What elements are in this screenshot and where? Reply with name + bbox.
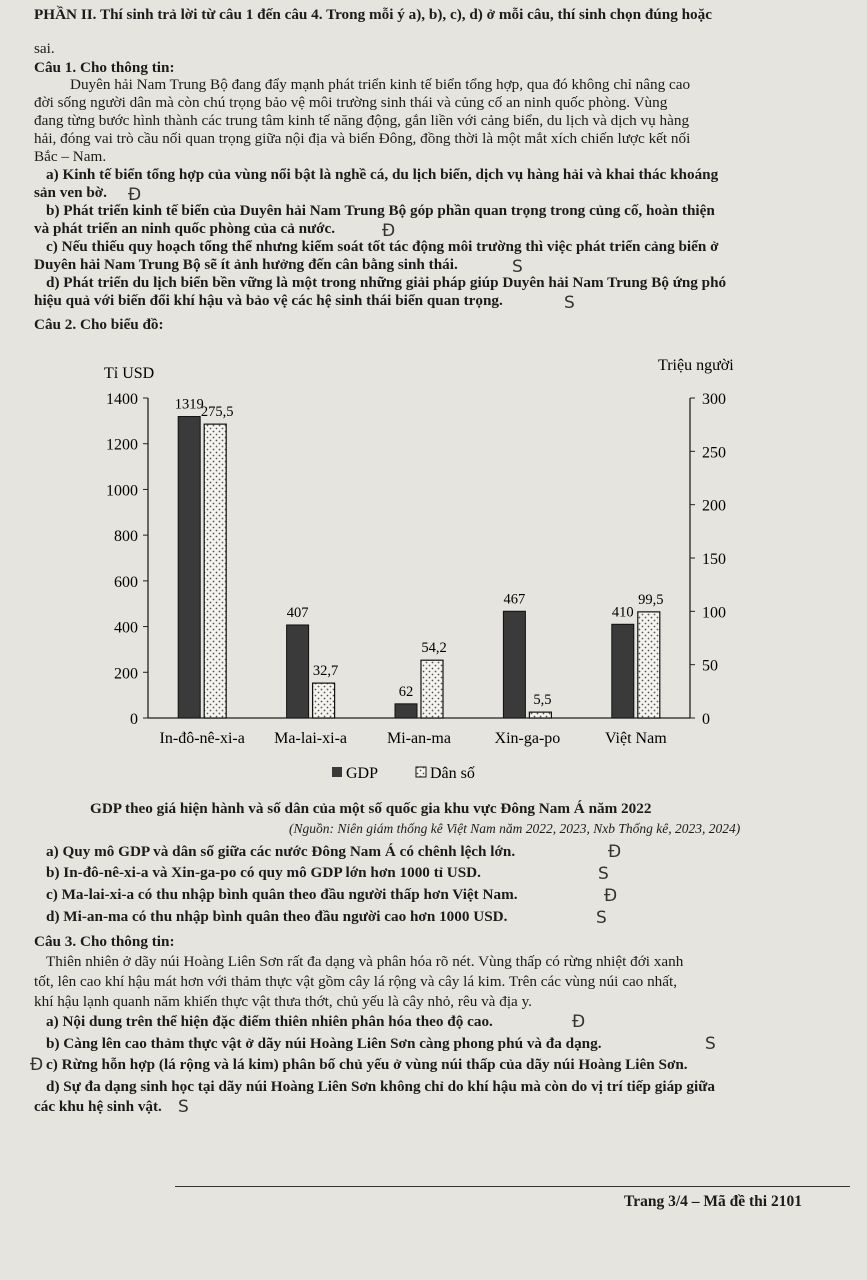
gdp-value-label: 1319 xyxy=(174,396,204,413)
category-label: Xin-ga-po xyxy=(494,730,561,747)
left-tick-label: 400 xyxy=(114,619,138,637)
answer-mark-icon: Đ xyxy=(608,842,622,862)
answer-mark-icon: S xyxy=(178,1097,189,1117)
q1-option-d-line2: hiệu quả với biến đổi khí hậu và bảo vệ các hệ sinh thái biển quan trọng. xyxy=(34,292,503,309)
q2-title: Câu 2. Cho biểu đồ: xyxy=(34,316,164,333)
q2-option-d: d) Mi-an-ma có thu nhập bình quân theo đầu người cao hơn 1000 USD. xyxy=(46,908,508,925)
q1-info-line2: đời sống người dân mà còn chú trọng bảo vệ môi trường sinh thái và củng cố an ninh quốc phòng. Vùng xyxy=(34,94,668,111)
q2-option-b: b) In-đô-nê-xi-a và Xin-ga-po có quy mô GDP lớn hơn 1000 tỉ USD. xyxy=(46,864,481,881)
legend-gdp-label: GDP xyxy=(346,765,379,782)
gdp-value-label: 467 xyxy=(503,591,526,608)
q3-option-d-line2: các khu hệ sinh vật. xyxy=(34,1098,162,1115)
left-tick-label: 1400 xyxy=(106,391,138,408)
gdp-bar xyxy=(612,624,634,718)
gdp-value-label: 62 xyxy=(398,683,414,700)
answer-mark-icon: S xyxy=(596,908,607,928)
left-tick-label: 800 xyxy=(114,528,138,546)
legend-population-swatch xyxy=(416,767,426,777)
population-bar xyxy=(313,683,335,718)
left-tick-label: 200 xyxy=(114,665,138,683)
q1-title: Câu 1. Cho thông tin: xyxy=(34,59,175,76)
answer-mark-icon: Đ xyxy=(572,1012,586,1032)
answer-mark-icon: Đ xyxy=(604,886,618,906)
right-tick-label: 100 xyxy=(702,604,726,622)
q3-option-b: b) Càng lên cao thảm thực vật ở dãy núi Hoàng Liên Sơn càng phong phú và đa dạng. xyxy=(46,1035,602,1052)
right-tick-label: 50 xyxy=(702,657,718,675)
right-tick-label: 0 xyxy=(702,711,710,728)
gdp-bar xyxy=(287,625,309,718)
q3-info-line2: tốt, lên cao khí hậu mát hơn với thảm thực vật gồm cây lá rộng và cây lá kim. Trên các vùng núi cao nhất, xyxy=(34,973,678,990)
q1-info-line1: Duyên hải Nam Trung Bộ đang đẩy mạnh phát triển kinh tế biển tổng hợp, qua đó không chỉ nâng cao xyxy=(70,76,691,93)
population-value-label: 5,5 xyxy=(533,692,552,709)
q1-option-a-line2: sản ven bờ. xyxy=(34,184,107,201)
left-tick-label: 1000 xyxy=(106,482,138,500)
q3-info-line1: Thiên nhiên ở dãy núi Hoàng Liên Sơn rất đa dạng và phân hóa rõ nét. Vùng thấp có rừng nhiệt đới xanh xyxy=(46,953,684,970)
gdp-value-label: 410 xyxy=(611,604,634,621)
population-value-label: 275,5 xyxy=(200,404,234,421)
q3-option-a: a) Nội dung trên thể hiện đặc điểm thiên nhiên phân hóa theo độ cao. xyxy=(46,1013,493,1030)
q3-title: Câu 3. Cho thông tin: xyxy=(34,933,175,950)
right-tick-label: 250 xyxy=(702,444,726,462)
legend-gdp-swatch xyxy=(332,767,342,777)
left-tick-label: 0 xyxy=(130,711,138,728)
q2-option-a: a) Quy mô GDP và dân số giữa các nước Đông Nam Á có chênh lệch lớn. xyxy=(46,843,516,860)
category-label: In-đô-nê-xi-a xyxy=(159,730,245,747)
gdp-bar xyxy=(178,417,200,718)
right-axis-title: Triệu người xyxy=(658,357,734,374)
q1-option-c-line1: c) Nếu thiếu quy hoạch tổng thể nhưng kiểm soát tốt tác động môi trường thì việc phát triển cảng biển ở xyxy=(46,238,719,255)
category-label: Ma-lai-xi-a xyxy=(274,730,348,747)
population-value-label: 99,5 xyxy=(638,591,664,608)
q1-info-line4: hải, đóng vai trò cầu nối quan trọng giữa nội địa và biển Đông, đồng thời là một mắt xích chiến lược kết nối xyxy=(34,130,691,147)
q1-option-b-line1: b) Phát triển kinh tế biển của Duyên hải Nam Trung Bộ góp phần quan trọng trong củng cố, hoàn thiện xyxy=(46,202,715,219)
q1-option-c-line2: Duyên hải Nam Trung Bộ sẽ ít ảnh hưởng đến cân bằng sinh thái. xyxy=(34,256,458,273)
q3-info-line3: khí hậu lạnh quanh năm khiến thực vật thưa thớt, chủ yếu là cây nhỏ, rêu và địa y. xyxy=(34,993,532,1010)
population-value-label: 54,2 xyxy=(421,640,447,657)
gdp-bar xyxy=(503,611,525,718)
population-bar xyxy=(421,660,443,718)
q1-info-line5: Bắc – Nam. xyxy=(34,148,107,165)
population-value-label: 32,7 xyxy=(312,663,339,680)
population-bar xyxy=(529,712,551,718)
answer-mark-icon: Đ xyxy=(30,1055,44,1075)
q1-info-line3: đang từng bước hình thành các trung tâm kinh tế năng động, gắn liền với cảng biển, du lịch và dịch vụ hàng xyxy=(34,112,690,129)
category-label: Việt Nam xyxy=(604,730,667,747)
gdp-bar xyxy=(395,704,417,718)
left-axis-title: Tỉ USD xyxy=(104,365,155,382)
category-label: Mi-an-ma xyxy=(387,730,451,747)
answer-mark-icon: Đ xyxy=(382,221,396,241)
page-footer: Trang 3/4 – Mã đề thi 2101 xyxy=(624,1193,802,1210)
legend-population-label: Dân số xyxy=(430,765,475,782)
q2-option-c: c) Ma-lai-xi-a có thu nhập bình quân theo đầu người thấp hơn Việt Nam. xyxy=(46,886,518,903)
answer-mark-icon: S xyxy=(705,1034,716,1054)
answer-mark-icon: S xyxy=(598,864,609,884)
q1-option-a-line1: a) Kinh tế biển tổng hợp của vùng nổi bật là nghề cá, du lịch biển, dịch vụ hàng hải và khai thác khoáng xyxy=(46,166,719,183)
q1-option-b-line2: và phát triển an ninh quốc phòng của cả nước. xyxy=(34,220,336,237)
population-bar xyxy=(204,424,226,718)
answer-mark-icon: S xyxy=(564,293,575,313)
left-tick-label: 1200 xyxy=(106,436,138,454)
q1-option-d-line1: d) Phát triển du lịch biển bền vững là một trong những giải pháp giúp Duyên hải Nam Trung Bộ ứng phó xyxy=(46,274,727,291)
right-tick-label: 300 xyxy=(702,391,726,408)
answer-mark-icon: S xyxy=(512,257,523,277)
q3-option-d-line1: d) Sự đa dạng sinh học tại dãy núi Hoàng Liên Sơn không chỉ do khí hậu mà còn do vị trí tiếp giáp giữa xyxy=(46,1078,715,1095)
right-tick-label: 200 xyxy=(702,497,726,515)
gdp-population-chart xyxy=(80,340,800,790)
left-tick-label: 600 xyxy=(114,573,138,591)
q3-option-c: c) Rừng hỗn hợp (lá rộng và lá kim) phân bố chủ yếu ở vùng núi thấp của dãy núi Hoàng Liên Sơn. xyxy=(46,1056,688,1073)
part-heading-cont: sai. xyxy=(34,40,55,57)
answer-mark-icon: Đ xyxy=(128,185,142,205)
chart-source: (Nguồn: Niên giám thống kê Việt Nam năm 2022, 2023, Nxb Thống kê, 2023, 2024) xyxy=(289,821,741,836)
chart-caption: GDP theo giá hiện hành và số dân của một số quốc gia khu vực Đông Nam Á năm 2022 xyxy=(90,800,652,817)
gdp-value-label: 407 xyxy=(286,604,309,621)
population-bar xyxy=(638,612,660,718)
part-heading: PHẦN II. Thí sinh trả lời từ câu 1 đến câu 4. Trong mỗi ý a), b), c), d) ở mỗi câu, thí sinh chọn đúng hoặc xyxy=(34,6,712,23)
right-tick-label: 150 xyxy=(702,551,726,568)
footer-rule xyxy=(175,1186,850,1187)
